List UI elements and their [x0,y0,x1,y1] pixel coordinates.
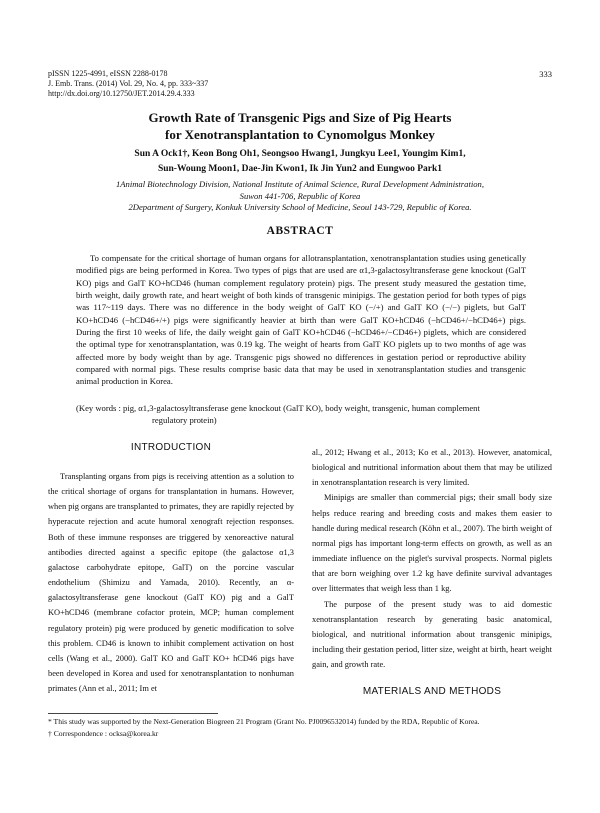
intro-paragraph-3: The purpose of the present study was to aid domestic xenotransplantation research by generating basic anatomical, biological, and nutritional information about transgenic minipigs, including their gestation period, litter size, weight at birth, heart weight gain, and growth rate. [312,599,552,670]
abstract-body [76,252,526,388]
footnote-divider [48,713,218,714]
affiliation-1-line-1: 1Animal Biotechnology Division, National Institute of Animal Science, Rural Development Administration, [116,179,484,189]
left-column [48,442,294,696]
methods-heading: MATERIALS AND METHODS [362,686,502,698]
intro-paragraph-continued: al., 2012; Hwang et al., 2013; Ko et al., 2013). However, anatomical, biological and nutritional information about them that may be utilized in xenotransplantation research is very limited. [312,448,552,488]
page-number: 333 [539,69,552,79]
intro-paragraph-1: Transplanting organs from pigs is receiving attention as a solution to the critical shortage of organs for transplantation in humans. However, when pig organs are transplanted to primates, they are rapidly rejected by hyperacute rejection and acute humoral xenograft rejection responses. Both of these immune responses are triggered by xenoreactive natural antibodies directed against a specific epitope (the galactose α1,3 galactose carbohydrate epitope, GalT) on the porcine vascular endothelium (Shimizu and Yamada, 2010). Recently, an α-galactosyltransferase gene knockout (GalT KO) pig and a GalT KO+hCD46 (membrane cofactor protein, MCP; human complement regulatory protein) pig were produced by genetic modification to solve this problem. CD46 is known to inhibit complement activation on host cells (Wang et al., 2000). GalT KO and GalT KO+ hCD46 pigs have been developed in Korea and used for xenotransplantation to nonhuman primates (Ann et al., 2011; Im et [48,472,294,694]
doi-link[interactable]: http://dx.doi.org/10.12750/JET.2014.29.4.333 [48,89,195,98]
author-line-2: Sun-Woung Moon1, Dae-Jin Kwon1, Ik Jin Yun2 and Eungwoo Park1 [157,164,443,174]
affiliation-1 [0,178,600,202]
paper-title-line-1: Growth Rate of Transgenic Pigs and Size of Pig Hearts [148,110,452,125]
issn-line: pISSN 1225-4991, eISSN 2288-0178 [48,69,168,78]
right-column [312,445,552,697]
author-line-1: Sun A Ock1†, Keon Bong Oh1, Seongsoo Hwang1, Jungkyu Lee1, Youngim Kim1, [134,149,466,159]
introduction-heading: INTRODUCTION [130,442,212,453]
journal-citation: J. Emb. Trans. (2014) Vol. 29, No. 4, pp. 333~337 [48,79,209,88]
author-list [0,147,600,177]
journal-header [48,69,208,99]
affiliation-2: 2Department of Surgery, Konkuk University School of Medicine, Seoul 143-729, Republic of Korea. [128,202,472,212]
abstract-text: To compensate for the critical shortage of human organs for allotransplantation, xenotransplantation studies using genetically modified pigs are being performed in Korea. Two types of pigs that are used are α1,3-galactosyltransferase gene knockout (GalT KO) pigs and GalT KO+hCD46 (human complement regulatory protein) pigs. The present study measured the gestation time, birth weight, daily growth rate, and heart weight of both kinds of transgenic minipigs. The gestation period for both types of pigs was 117~119 days. There was no difference in the body weight of GalT KO (−/+) and GalT KO (−/−) piglets, but GalT KO+hCD46 (−hCD46+/+) pigs were significantly heavier at birth than were GalT KO+hCD46 (−hCD46+/−hCD46+) pigs. During the first 10 weeks of life, the daily weight gain of GalT KO+hCD46 (−hCD46+/−CD46+) piglets, which are considered the optimal type for xenotransplantation, was 0.19 kg. The weight of hearts from GalT KO piglets up to two months of age was affected more by body weight than by age. Transgenic pigs showed no differences in gestation period or reproductive ability compared with normal pigs. These results comprise basic data that may be used in xenotransplantation studies and transgenic animal production in Korea. [76,253,526,387]
paper-title-line-2: for Xenotransplantation to Cynomolgus Monkey [165,127,435,142]
intro-paragraph-2: Minipigs are smaller than commercial pigs; their small body size helps reduce rearing and breeding costs and makes them easier to handle during medical research (Köhn et al., 2007). The birth weight of normal pigs has important long-term effects on growth, as well as an immediate influence on the piglet's survival prospects. Normal piglets that are born weighing over 1.2 kg have definite survival advantages over littermates that weigh less than 1 kg. [312,493,552,594]
keywords-line-1: (Key words : pig, α1,3-galactosyltransferase gene knockout (GalT KO), body weight, transgenic, human complement [76,403,480,413]
correspondence-footnote: † Correspondence : ocksa@korea.kr [48,729,159,738]
keywords [76,402,526,426]
affiliation-1-line-2: Suwon 441-706, Republic of Korea [239,191,361,201]
abstract-heading: ABSTRACT [266,225,334,237]
keywords-line-2: regulatory protein) [152,415,217,425]
funding-footnote: * This study was supported by the Next-Generation Biogreen 21 Program (Grant No. PJ0096532014) funded by the RDA, Republic of Korea. [48,717,480,726]
